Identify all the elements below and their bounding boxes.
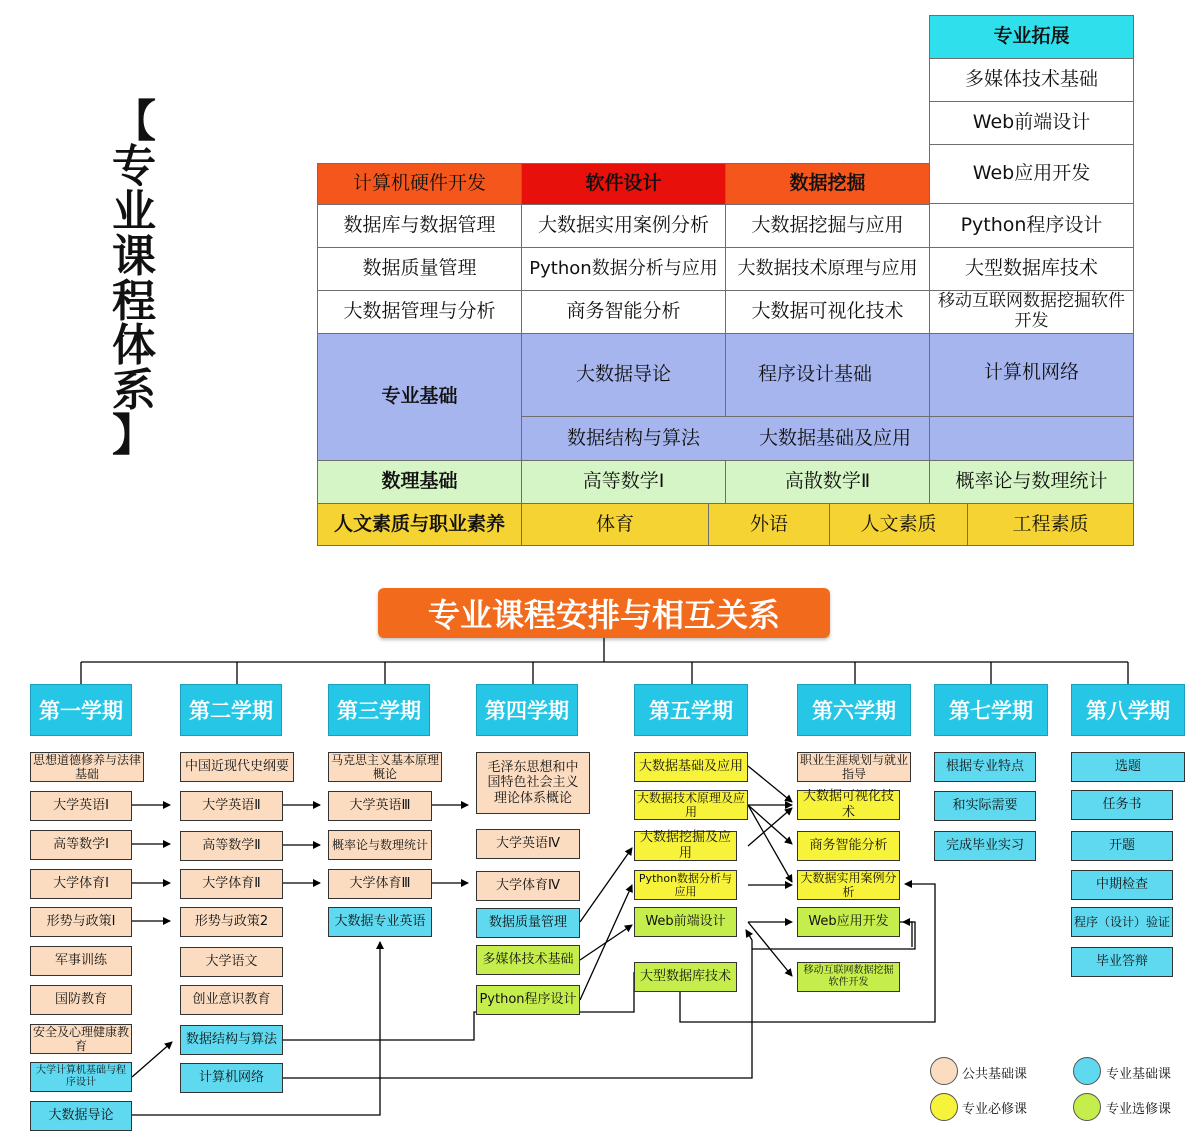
semester-4-header: 第四学期 <box>476 684 578 736</box>
course-box: 形势与政策Ⅰ <box>30 907 132 937</box>
course-box: 安全及心理健康教育 <box>30 1024 132 1054</box>
course-box: 大学体育Ⅲ <box>328 869 432 899</box>
semester-3-header: 第三学期 <box>328 684 430 736</box>
course-cell: 商务智能分析 <box>521 290 726 334</box>
major-base-empty <box>929 416 1134 461</box>
course-box: 程序（设计）验证 <box>1071 907 1173 937</box>
course-box: 计算机网络 <box>180 1063 283 1093</box>
legend-basic-label: 专业基础课 <box>1106 1067 1172 1082</box>
ext-item: 大型数据库技术 <box>929 247 1134 291</box>
course-box: 大数据挖掘及应用 <box>634 831 737 861</box>
course-box: 大数据基础及应用 <box>634 752 748 782</box>
course-box: 选题 <box>1071 752 1185 782</box>
course-box: 大学体育Ⅱ <box>180 869 283 899</box>
course-box: 中期检查 <box>1071 870 1173 900</box>
legend-elective-label: 专业选修课 <box>1106 1102 1172 1117</box>
major-base-item: 数据结构与算法 <box>521 416 726 461</box>
humanities-item: 体育 <box>521 503 709 546</box>
course-box: 大学英语Ⅱ <box>180 791 283 821</box>
math-base-label: 数理基础 <box>317 460 522 504</box>
math-base-item: 高散数学Ⅱ <box>725 460 930 504</box>
ext-header: 专业拓展 <box>929 15 1134 59</box>
course-cell: 大数据管理与分析 <box>317 290 522 334</box>
legend-public-label: 公共基础课 <box>962 1067 1028 1082</box>
course-box: 创业意识教育 <box>180 985 283 1015</box>
semester-7-header: 第七学期 <box>934 684 1048 736</box>
course-box: 大学英语Ⅰ <box>30 791 132 821</box>
course-box: 毕业答辩 <box>1071 947 1173 977</box>
course-box: Python程序设计 <box>476 985 580 1015</box>
course-box: 商务智能分析 <box>797 831 900 861</box>
course-box: 开题 <box>1071 831 1173 861</box>
major-base-item: 计算机网络 <box>929 333 1134 417</box>
major-base-item: 大数据导论 <box>521 333 726 417</box>
legend-elective-icon <box>1073 1093 1101 1121</box>
major-base-item: 大数据基础及应用 <box>725 416 930 461</box>
course-box: 毛泽东思想和中国特色社会主义理论体系概论 <box>476 752 590 814</box>
course-box: 中国近现代史纲要 <box>180 752 294 782</box>
humanities-item: 外语 <box>708 503 830 546</box>
course-box: 大数据技术原理及应用 <box>634 790 748 820</box>
course-cell: 数据库与数据管理 <box>317 204 522 248</box>
humanities-item: 工程素质 <box>967 503 1134 546</box>
major-base-label: 专业基础 <box>317 333 522 461</box>
course-box: 马克思主义基本原理概论 <box>328 752 442 782</box>
semester-6-header: 第六学期 <box>797 684 911 736</box>
course-box: 数据质量管理 <box>476 908 580 938</box>
direction-hardware: 计算机硬件开发 <box>317 163 522 205</box>
course-box: 大型数据库技术 <box>634 962 737 992</box>
legend-required-label: 专业必修课 <box>962 1102 1028 1117</box>
course-cell: 数据质量管理 <box>317 247 522 291</box>
course-box: 多媒体技术基础 <box>476 945 580 975</box>
course-box: Web应用开发 <box>797 907 900 937</box>
semester-8-header: 第八学期 <box>1071 684 1185 736</box>
course-box: 思想道德修养与法律基础 <box>30 752 144 782</box>
humanities-item: 人文素质 <box>829 503 968 546</box>
course-box: 大学英语Ⅳ <box>476 829 580 859</box>
course-box: 大学体育Ⅰ <box>30 869 132 899</box>
course-box: 概率论与数理统计 <box>328 830 432 860</box>
course-box: 和实际需要 <box>934 791 1036 821</box>
semester-2-header: 第二学期 <box>180 684 282 736</box>
course-box: Web前端设计 <box>634 907 737 937</box>
course-box: 完成毕业实习 <box>934 831 1036 861</box>
course-cell: 大数据实用案例分析 <box>521 204 726 248</box>
course-cell: Python数据分析与应用 <box>521 247 726 291</box>
ext-item: 移动互联网数据挖掘软件开发 <box>929 290 1134 334</box>
math-base-item: 高等数学Ⅰ <box>521 460 726 504</box>
course-box: 根据专业特点 <box>934 752 1036 782</box>
course-box: 大学体育Ⅳ <box>476 871 580 901</box>
ext-item: Web应用开发 <box>929 144 1134 204</box>
course-box: 大数据实用案例分析 <box>797 870 900 900</box>
course-box: 高等数学Ⅰ <box>30 830 132 860</box>
course-box: 大学计算机基础与程序设计 <box>30 1062 132 1092</box>
course-box: 大学英语Ⅲ <box>328 791 432 821</box>
course-cell: 大数据技术原理与应用 <box>725 247 930 291</box>
ext-item: 多媒体技术基础 <box>929 58 1134 102</box>
course-box: Python数据分析与应用 <box>634 870 737 900</box>
course-box: 军事训练 <box>30 946 132 976</box>
course-box: 形势与政策2 <box>180 907 283 937</box>
direction-software: 软件设计 <box>521 163 726 205</box>
side-title: 【 专 业 课 程 体 系 】 <box>112 96 156 462</box>
direction-mining: 数据挖掘 <box>725 163 930 205</box>
course-cell: 大数据挖掘与应用 <box>725 204 930 248</box>
course-box: 高等数学Ⅱ <box>180 831 283 861</box>
legend-basic-icon <box>1073 1057 1101 1085</box>
course-box: 大学语文 <box>180 947 283 977</box>
math-base-item: 概率论与数理统计 <box>929 460 1134 504</box>
arrangement-banner: 专业课程安排与相互关系 <box>378 588 830 638</box>
course-box: 大数据导论 <box>30 1101 132 1131</box>
course-box: 数据结构与算法 <box>180 1025 283 1055</box>
ext-item: Python程序设计 <box>929 203 1134 248</box>
humanities-label: 人文素质与职业素养 <box>317 503 522 546</box>
semester-1-header: 第一学期 <box>30 684 132 736</box>
course-box: 职业生涯规划与就业指导 <box>797 752 911 782</box>
course-box: 任务书 <box>1071 790 1173 820</box>
major-base-item: 程序设计基础 <box>725 333 930 417</box>
course-box: 大数据可视化技术 <box>797 790 900 820</box>
course-box: 国防教育 <box>30 985 132 1015</box>
legend-public-icon <box>930 1057 958 1085</box>
ext-item: Web前端设计 <box>929 101 1134 145</box>
semester-5-header: 第五学期 <box>634 684 748 736</box>
course-box: 大数据专业英语 <box>328 907 432 937</box>
course-cell: 大数据可视化技术 <box>725 290 930 334</box>
course-box: 移动互联网数据挖掘软件开发 <box>797 962 900 992</box>
legend-required-icon <box>930 1093 958 1121</box>
